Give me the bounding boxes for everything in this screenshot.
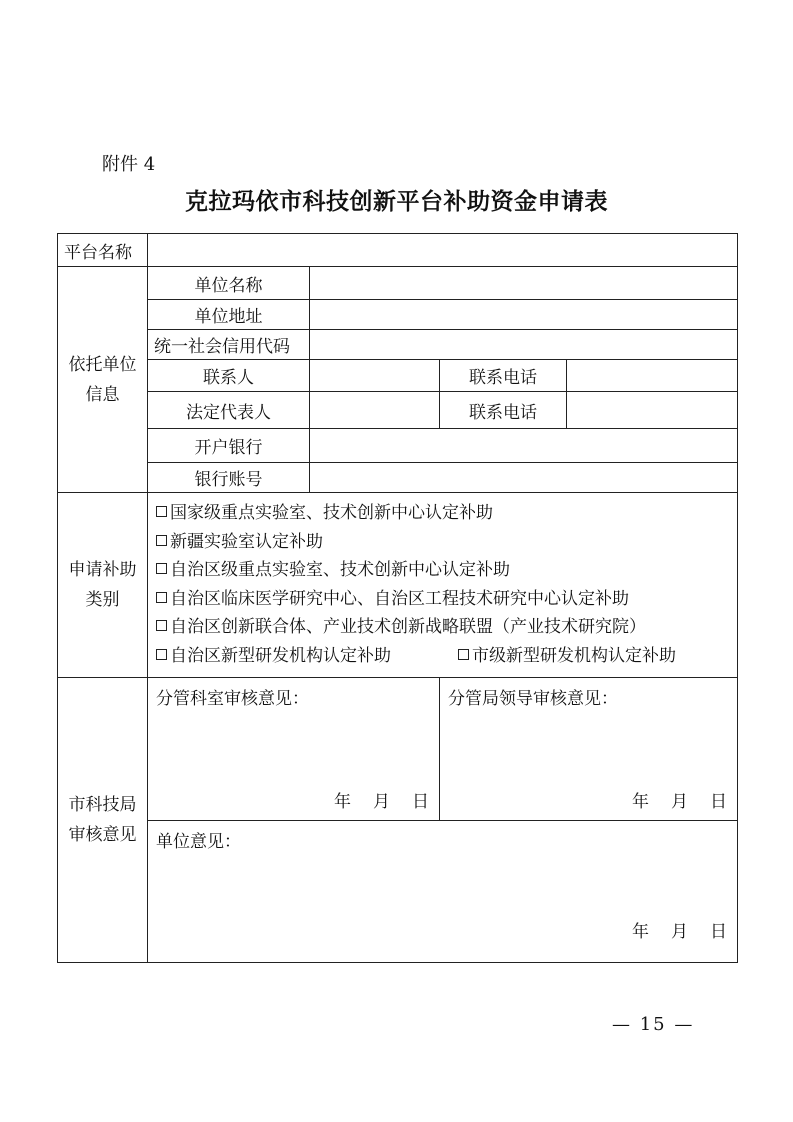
bank-field[interactable] — [310, 429, 738, 463]
category-options — [148, 493, 738, 678]
unit-opinion-date: 年 月 日 — [632, 921, 727, 942]
legal-rep-field[interactable] — [310, 392, 440, 429]
credit-code-field[interactable] — [310, 330, 738, 360]
contact-phone-field[interactable] — [567, 360, 738, 392]
unit-opinion-label: 单位意见： — [156, 831, 241, 852]
legal-rep-phone-field[interactable] — [567, 392, 738, 429]
checkbox-icon — [156, 563, 167, 574]
attachment-label: 附件 4 — [102, 154, 156, 175]
dept-review-label: 分管科室审核意见： — [156, 688, 309, 709]
category-option[interactable]: 自治区创新联合体、产业技术创新战略联盟（产业技术研究院） — [156, 613, 729, 642]
checkbox-icon — [156, 592, 167, 603]
credit-code-label: 统一社会信用代码 — [148, 330, 310, 360]
checkbox-icon — [458, 649, 469, 660]
category-option[interactable]: 新疆实验室认定补助 — [156, 528, 729, 557]
category-option[interactable]: 自治区级重点实验室、技术创新中心认定补助 — [156, 556, 729, 585]
unit-name-label: 单位名称 — [148, 267, 310, 300]
page-number: — 15 — — [612, 1014, 695, 1035]
contact-person-field[interactable] — [310, 360, 440, 392]
unit-address-label: 单位地址 — [148, 300, 310, 330]
bank-account-field[interactable] — [310, 463, 738, 493]
unit-address-field[interactable] — [310, 300, 738, 330]
bank-account-label: 银行账号 — [148, 463, 310, 493]
unit-name-field[interactable] — [310, 267, 738, 300]
contact-phone-label: 联系电话 — [440, 360, 567, 392]
leader-review-label: 分管局领导审核意见： — [448, 688, 618, 709]
category-option[interactable]: 国家级重点实验室、技术创新中心认定补助 — [156, 499, 729, 528]
checkbox-icon — [156, 506, 167, 517]
category-option[interactable]: 自治区临床医学研究中心、自治区工程技术研究中心认定补助 — [156, 585, 729, 614]
checkbox-icon — [156, 620, 167, 631]
platform-name-field[interactable] — [148, 234, 738, 267]
contact-person-label: 联系人 — [148, 360, 310, 392]
legal-rep-phone-label: 联系电话 — [440, 392, 567, 429]
leader-review-cell[interactable] — [440, 677, 738, 820]
category-option[interactable]: 市级新型研发机构认定补助 — [458, 642, 676, 671]
leader-review-date: 年 月 日 — [632, 791, 727, 812]
category-option[interactable]: 自治区新型研发机构认定补助 — [156, 642, 458, 671]
bank-label: 开户银行 — [148, 429, 310, 463]
unit-opinion-cell[interactable] — [148, 820, 738, 962]
unit-info-group-label: 依托单位信息 — [58, 267, 148, 493]
dept-review-cell[interactable] — [148, 677, 440, 820]
category-group-label: 申请补助类别 — [58, 493, 148, 678]
review-group-label: 市科技局审核意见 — [58, 677, 148, 962]
checkbox-icon — [156, 649, 167, 660]
dept-review-date: 年 月 日 — [334, 791, 429, 812]
checkbox-icon — [156, 535, 167, 546]
application-form-table — [57, 233, 738, 963]
platform-name-label: 平台名称 — [58, 234, 148, 267]
form-title: 克拉玛依市科技创新平台补助资金申请表 — [185, 188, 608, 215]
legal-rep-label: 法定代表人 — [148, 392, 310, 429]
